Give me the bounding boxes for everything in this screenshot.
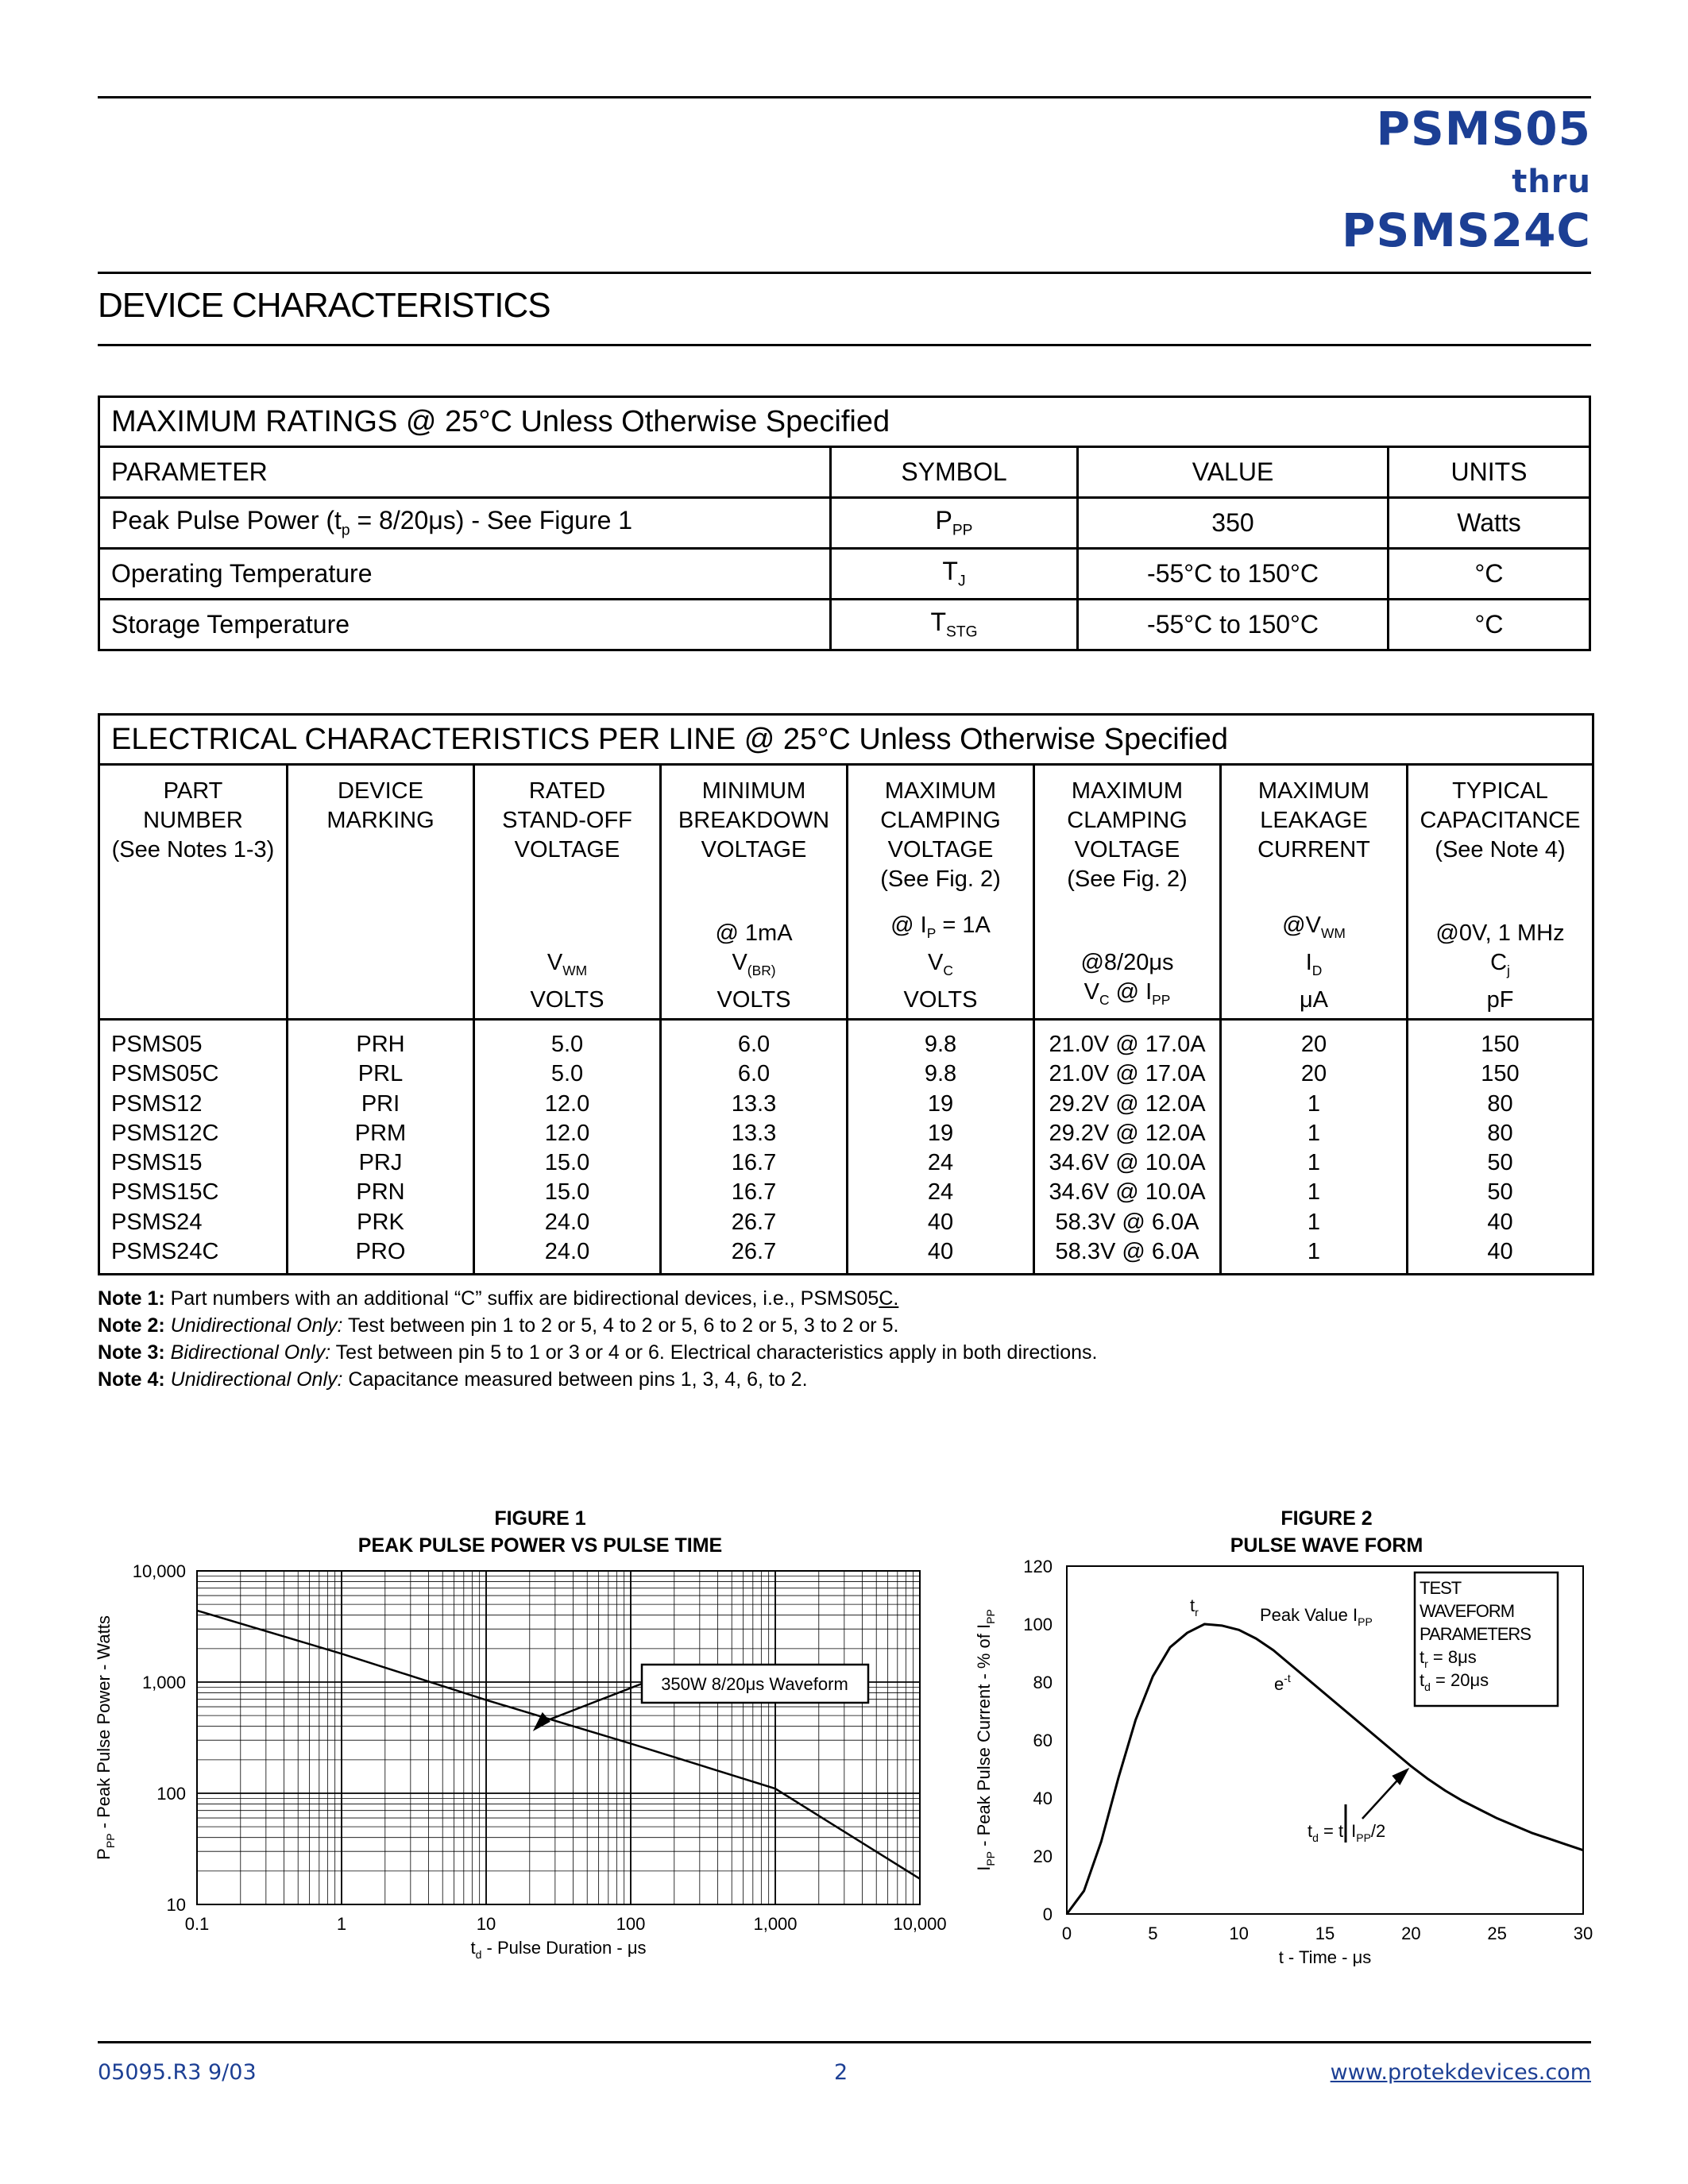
- annotation-leader: [544, 1684, 642, 1722]
- table-cell: 19: [927, 1120, 954, 1146]
- figure1-chart: [87, 1549, 961, 1993]
- value-cell: -55°C to 150°C: [1078, 600, 1389, 650]
- test-td-value: $t_d = 20\mu s$: [1420, 1670, 1489, 1693]
- table-cell: 1: [1307, 1179, 1321, 1206]
- figure1-title: FIGURE 1 PEAK PULSE POWER VS PULSE TIME: [357, 1507, 723, 1557]
- x-tick-label: 5: [1148, 1924, 1158, 1943]
- symbol-cell: $P_{PP}$: [831, 498, 1078, 549]
- table-cell: 1: [1307, 1150, 1321, 1176]
- table-cell: 24: [927, 1150, 954, 1176]
- y-tick-label: 20: [1033, 1846, 1053, 1866]
- note-1: Note 1: Part numbers with an additional “C” suffix are bidirectional devices, i.e., PSMS05C.: [98, 1287, 899, 1310]
- table-cell: 24: [927, 1179, 954, 1206]
- test-parameters-text: TEST WAVEFORM PARAMETERS: [1420, 1578, 1531, 1644]
- top-rule: [98, 96, 1591, 98]
- col-parameter: PARAMETER: [99, 447, 831, 498]
- y-tick-label: 0: [1042, 1904, 1053, 1924]
- table-cell: 15.0: [544, 1150, 590, 1176]
- table-cell: 58.3V @ 6.0A: [1055, 1209, 1199, 1235]
- table-cell: PRN: [356, 1179, 405, 1206]
- col-value: VALUE: [1078, 447, 1389, 498]
- y-tick-label: 60: [1033, 1731, 1053, 1750]
- y-tick-label: 80: [1033, 1673, 1053, 1692]
- annotation-label: 350W 8/20μs Waveform: [661, 1674, 848, 1694]
- table-cell: 150: [1481, 1032, 1520, 1057]
- table-cell: 21.0V @ 17.0A: [1049, 1032, 1206, 1057]
- y-axis-title: $P_{PP}$ - Peak Pulse Power - Watts: [94, 1615, 117, 1860]
- table-cell: 9.8: [924, 1061, 957, 1087]
- max-ratings-title: MAXIMUM RATINGS @ 25°C Unless Otherwise Specified: [99, 397, 1590, 447]
- x-tick-label: 0: [1061, 1924, 1072, 1943]
- table-cell: 29.2V @ 12.0A: [1049, 1090, 1206, 1117]
- table-cell: PSMS24C: [111, 1239, 219, 1265]
- table-cell: 9.8: [924, 1032, 957, 1057]
- table-cell: 34.6V @ 10.0A: [1049, 1150, 1206, 1176]
- table-cell: 29.2V @ 12.0A: [1049, 1120, 1206, 1146]
- table-cell: PSMS05C: [111, 1061, 219, 1087]
- table-cell: 26.7: [731, 1239, 777, 1265]
- table-cell: PSMS15C: [111, 1179, 219, 1206]
- table-cell: 80: [1487, 1120, 1513, 1146]
- section-rule: [98, 344, 1591, 346]
- brand-title-line3: PSMS24C: [1341, 203, 1591, 257]
- td-annotation: $t_d = t$ $I_{PP}/2$: [1308, 1821, 1386, 1844]
- table-cell: PSMS05: [111, 1032, 203, 1057]
- table-cell: PRH: [356, 1032, 405, 1057]
- table-row: [99, 549, 1590, 600]
- y-tick-label: 40: [1033, 1788, 1053, 1808]
- x-tick-label: 10,000: [893, 1914, 947, 1934]
- note-2: Note 2: Unidirectional Only: Test between pin 1 to 2 or 5, 4 to 2 or 5, 6 to 2 or 5, 3 to 2 or 5.: [98, 1314, 899, 1337]
- table-cell: PRL: [357, 1061, 404, 1087]
- header-clamping-voltage-8-20: MAXIMUM CLAMPING VOLTAGE (See Fig. 2) @8/20μs $V_C$ @ $I_{PP}$: [1034, 765, 1221, 1020]
- vc-8-20-column: [1034, 1020, 1221, 1275]
- vc-1a-column: [848, 1020, 1034, 1275]
- x-tick-label: 100: [616, 1914, 646, 1934]
- units-cell: °C: [1389, 600, 1590, 650]
- x-tick-label: 0.1: [184, 1914, 210, 1934]
- table-cell: 19: [927, 1090, 954, 1117]
- plot-frame: [197, 1571, 920, 1904]
- exp-decay-label: $e^{-t}$: [1274, 1672, 1291, 1694]
- y-tick-label: 100: [156, 1784, 186, 1804]
- footer-doc-number: 05095.R3 9/03: [98, 2060, 257, 2085]
- param-cell: Storage Temperature: [99, 600, 831, 650]
- table-cell: PSMS15: [111, 1150, 203, 1176]
- col-symbol: SYMBOL: [831, 447, 1078, 498]
- electrical-characteristics-table: [98, 713, 1594, 1275]
- param-cell: Operating Temperature: [99, 549, 831, 600]
- table-cell: 6.0: [737, 1061, 771, 1087]
- table-cell: 12.0: [544, 1120, 590, 1146]
- leakage-column: [1221, 1020, 1408, 1275]
- table-cell: 150: [1481, 1061, 1520, 1087]
- series-line: [197, 1611, 920, 1879]
- capacitance-column: [1408, 1020, 1593, 1275]
- value-cell: 350: [1078, 498, 1389, 549]
- header-part-number: PART NUMBER (See Notes 1-3): [99, 765, 288, 1020]
- table-cell: PRO: [355, 1239, 406, 1265]
- table-cell: 80: [1487, 1090, 1513, 1117]
- y-tick-label: 120: [1023, 1557, 1053, 1576]
- note-3: Note 3: Bidirectional Only: Test between pin 5 to 1 or 3 or 4 or 6. Electrical characteristics apply in both directions.: [98, 1341, 1098, 1364]
- note-4: Note 4: Unidirectional Only: Capacitance measured between pins 1, 3, 4, 6, to 2.: [98, 1368, 808, 1391]
- table-cell: 1: [1307, 1239, 1321, 1265]
- table-cell: 34.6V @ 10.0A: [1049, 1179, 1206, 1206]
- x-tick-label: 15: [1315, 1924, 1335, 1943]
- y-tick-label: 10,000: [132, 1561, 186, 1581]
- x-axis-title: $t_d$ - Pulse Duration - μs: [470, 1938, 647, 1961]
- param-cell: Peak Pulse Power $(t_p = 8/20\mu s)$ - See Figure 1: [99, 498, 831, 549]
- table-cell: 6.0: [737, 1032, 771, 1057]
- x-tick-label: 1,000: [753, 1914, 798, 1934]
- y-tick-label: 10: [166, 1895, 186, 1915]
- x-tick-label: 30: [1573, 1924, 1593, 1943]
- symbol-cell: $T_{STG}$: [831, 600, 1078, 650]
- y-tick-label: 1,000: [141, 1673, 186, 1692]
- table-cell: 5.0: [550, 1061, 584, 1087]
- table-cell: 16.7: [731, 1150, 777, 1176]
- header-rated-voltage: RATED STAND-OFF VOLTAGE $V_{WM}$ VOLTS: [474, 765, 661, 1020]
- table-cell: 13.3: [731, 1120, 777, 1146]
- value-cell: -55°C to 150°C: [1078, 549, 1389, 600]
- table-cell: PRK: [357, 1209, 404, 1235]
- table-cell: 21.0V @ 17.0A: [1049, 1061, 1206, 1087]
- units-cell: Watts: [1389, 498, 1590, 549]
- electrical-title: ELECTRICAL CHARACTERISTICS PER LINE @ 25°C Unless Otherwise Specified: [99, 715, 1593, 765]
- table-row: [99, 498, 1590, 549]
- header-clamping-voltage-1a: MAXIMUM CLAMPING VOLTAGE (See Fig. 2) @ $I_P = 1A$ $V_C$ VOLTS: [848, 765, 1034, 1020]
- col-units: UNITS: [1389, 447, 1590, 498]
- header-capacitance: TYPICAL CAPACITANCE (See Note 4) @0V, 1 MHz $C_j$ pF: [1408, 765, 1593, 1020]
- table-cell: 58.3V @ 6.0A: [1055, 1239, 1199, 1265]
- max-ratings-table: [98, 396, 1591, 651]
- table-cell: 50: [1487, 1179, 1513, 1206]
- table-cell: 13.3: [731, 1090, 777, 1117]
- y-axis-title: $I_{PP}$ - Peak Pulse Current - % of $I_{PP}$: [974, 1609, 997, 1871]
- table-cell: 40: [927, 1239, 954, 1265]
- part-number-column: [99, 1020, 288, 1275]
- y-tick-label: 100: [1023, 1615, 1053, 1634]
- table-cell: 20: [1300, 1032, 1327, 1057]
- figure2-chart: [961, 1549, 1605, 1993]
- brand-title-line2: thru: [1512, 164, 1591, 200]
- table-row: [99, 600, 1590, 650]
- table-cell: PRM: [354, 1120, 407, 1146]
- footer-website-link[interactable]: www.protekdevices.com: [1330, 2060, 1591, 2085]
- x-tick-label: 20: [1401, 1924, 1421, 1943]
- footer-rule: [98, 2041, 1591, 2043]
- table-cell: 12.0: [544, 1090, 590, 1117]
- figure2-title: FIGURE 2 PULSE WAVE FORM: [1230, 1507, 1423, 1557]
- table-cell: 1: [1307, 1120, 1321, 1146]
- x-tick-label: 10: [476, 1914, 496, 1934]
- table-cell: 20: [1300, 1061, 1327, 1087]
- table-cell: 5.0: [550, 1032, 584, 1057]
- header-rule: [98, 272, 1591, 274]
- header-breakdown-voltage: MINIMUM BREAKDOWN VOLTAGE @ 1mA $V_{(BR)}$ VOLTS: [661, 765, 848, 1020]
- x-axis-title: t - Time - μs: [1278, 1947, 1372, 1967]
- header-leakage-current: MAXIMUM LEAKAGE CURRENT $@V_{WM}$ $I_D$ μA: [1221, 765, 1408, 1020]
- notes: [98, 1285, 1097, 1393]
- brand-title-line1: PSMS05: [1376, 102, 1591, 156]
- symbol-cell: $T_J$: [831, 549, 1078, 600]
- table-cell: PSMS12: [111, 1090, 203, 1117]
- table-cell: 1: [1307, 1209, 1321, 1235]
- table-cell: 50: [1487, 1150, 1513, 1176]
- rise-time-label: $t_r$: [1190, 1596, 1199, 1619]
- marking-column: [288, 1020, 474, 1275]
- table-cell: PRI: [361, 1090, 400, 1117]
- table-cell: 40: [1487, 1209, 1513, 1235]
- table-cell: 16.7: [731, 1179, 777, 1206]
- table-cell: PSMS12C: [111, 1120, 219, 1146]
- table-cell: 1: [1307, 1090, 1321, 1117]
- table-cell: 24.0: [544, 1209, 590, 1235]
- table-cell: 40: [927, 1209, 954, 1235]
- x-tick-label: 1: [336, 1914, 347, 1934]
- peak-value-label: Peak Value $I_{PP}$: [1260, 1605, 1373, 1628]
- test-tr-value: $t_r = 8\mu s$: [1420, 1647, 1477, 1670]
- footer-page-number: 2: [834, 2060, 848, 2085]
- table-cell: 26.7: [731, 1209, 777, 1235]
- table-cell: 40: [1487, 1239, 1513, 1265]
- figure2-labels: [1190, 1572, 1558, 1844]
- table-cell: 24.0: [544, 1239, 590, 1265]
- table-cell: PRJ: [358, 1150, 403, 1176]
- vwm-column: [474, 1020, 661, 1275]
- header-device-marking: DEVICE MARKING: [288, 765, 474, 1020]
- units-cell: °C: [1389, 549, 1590, 600]
- vbr-column: [661, 1020, 848, 1275]
- table-cell: 15.0: [544, 1179, 590, 1206]
- x-tick-label: 10: [1229, 1924, 1249, 1943]
- x-tick-label: 25: [1487, 1924, 1507, 1943]
- section-title: DEVICE CHARACTERISTICS: [98, 286, 550, 325]
- table-cell: PSMS24: [111, 1209, 203, 1235]
